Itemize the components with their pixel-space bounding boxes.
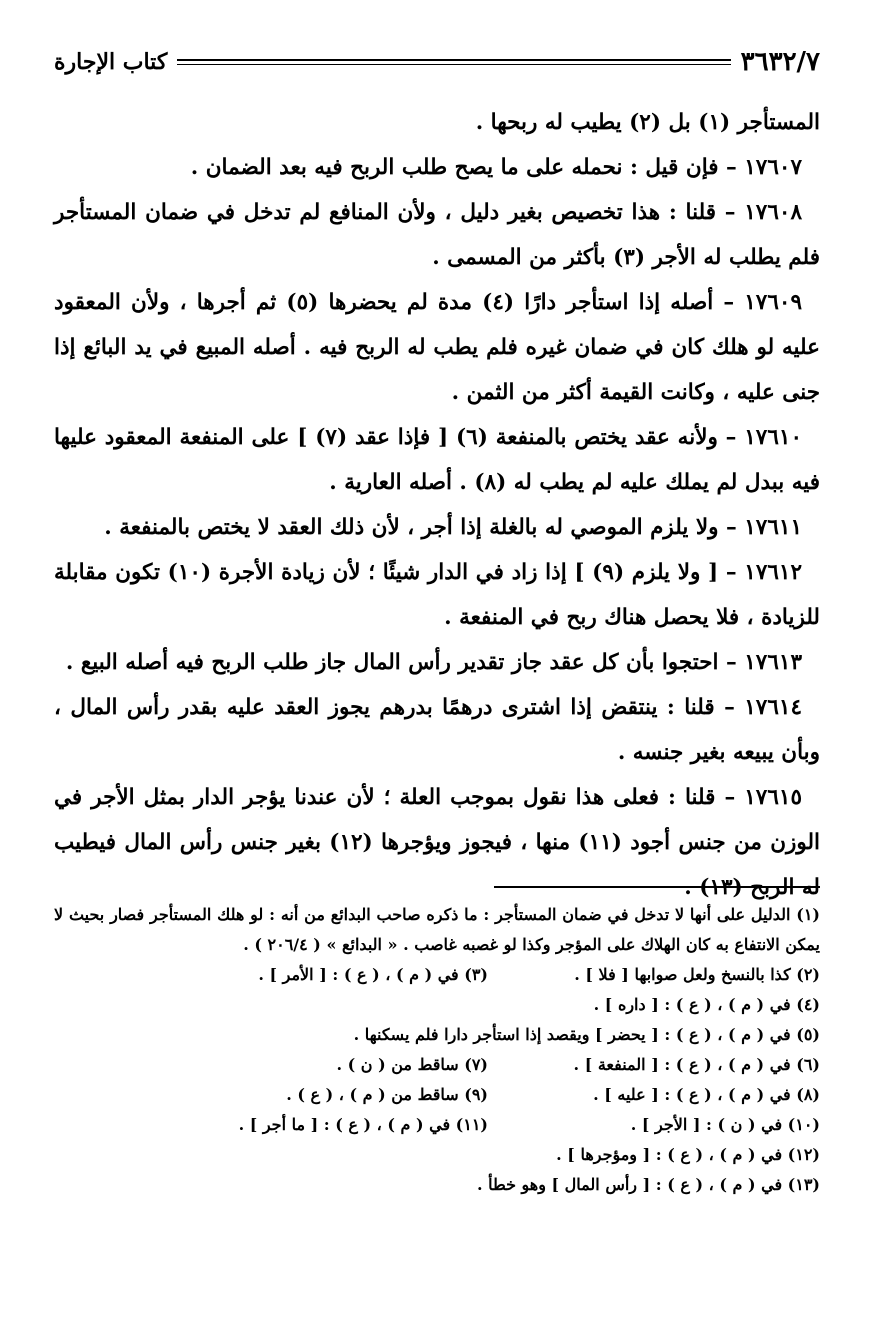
footnote: (٦) في ( م ) ، ( ع ) : [ المنفعة ] . xyxy=(573,1055,820,1074)
paragraph: ١٧٦١٤ – قلنا : ينتقض إذا اشترى درهمًا بدرهم يجوز العقد عليه بقدر رأس المال ، وبأن يبيعه بغير جنسه . xyxy=(54,695,820,765)
footnote: (٩) ساقط من ( م ) ، ( ع ) . xyxy=(286,1085,488,1104)
paragraph: المستأجر (١) بل (٢) يطيب له ربحها . xyxy=(475,110,820,135)
paragraph: ١٧٦٠٧ – فإن قيل : نحمله على ما يصح طلب الربح فيه بعد الضمان . xyxy=(190,155,802,180)
footnote: (٣) في ( م ) ، ( ع ) : [ الأمر ] . xyxy=(258,965,488,984)
footnote: (١٣) في ( م ) ، ( ع ) : [ رأس المال ] وهو خطأ . xyxy=(476,1175,820,1194)
footnote-row xyxy=(54,1080,820,1110)
footnote: (٤) في ( م ) ، ( ع ) : [ داره ] . xyxy=(593,995,820,1014)
footnote: (١١) في ( م ) ، ( ع ) : [ ما أجر ] . xyxy=(238,1115,488,1134)
main-text xyxy=(54,100,820,910)
footnote: (١٠) في ( ن ) : [ الأجر ] . xyxy=(630,1115,820,1134)
page-header xyxy=(54,42,820,82)
paragraph: ١٧٦١٢ – [ ولا يلزم (٩) ] إذا زاد في الدار شيئًا ؛ لأن زيادة الأجرة (١٠) تكون مقابلة للزيادة ، فلا يحصل هناك ربح في المنفعة . xyxy=(54,560,820,630)
page-number: ٣٦٣٢/٧ xyxy=(740,47,820,77)
book-title: كتاب الإجارة xyxy=(54,49,168,75)
footnote-row xyxy=(54,1110,820,1140)
footnote: (١٢) في ( م ) ، ( ع ) : [ ومؤجرها ] . xyxy=(556,1145,820,1164)
paragraph: ١٧٦١٥ – قلنا : فعلى هذا نقول بموجب العلة ؛ لأن عندنا يؤجر الدار بمثل الأجر في الوزن من جنس أجود (١١) منها ، فيجوز ويؤجرها (١٢) بغير جنس رأس المال فيطيب له الربح (١٣) . xyxy=(54,785,821,900)
paragraph: ١٧٦١٠ – ولأنه عقد يختص بالمنفعة (٦) [ فإذا عقد (٧) ] على المنفعة المعقود عليها فيه ببدل لم يملك عليه لم يطب له (٨) . أصله العارية . xyxy=(54,425,820,495)
footnote-row xyxy=(54,1050,820,1080)
footnote: (٢) كذا بالنسخ ولعل صوابها [ فلا ] . xyxy=(574,965,820,984)
footnote-row xyxy=(54,960,820,990)
header-rule xyxy=(177,59,730,65)
paragraph: ١٧٦٠٩ – أصله إذا استأجر دارًا (٤) مدة لم يحضرها (٥) ثم أجرها ، ولأن المعقود عليه لو هلك كان في ضمان غيره فلم يطب له الربح فيه . أصله المبيع في يد البائع إذا جنى عليه ، وكانت القيمة أكثر من الثمن . xyxy=(54,290,820,405)
paragraph: ١٧٦١٣ – احتجوا بأن كل عقد جاز تقدير رأس المال جاز طلب الربح فيه أصله البيع . xyxy=(65,650,802,675)
footnotes xyxy=(54,900,820,1200)
footnote: (٧) ساقط من ( ن ) . xyxy=(336,1055,488,1074)
footnote-divider xyxy=(494,886,820,888)
footnote: (٥) في ( م ) ، ( ع ) : [ يحضر ] ويقصد إذا استأجر دارا فلم يسكنها . xyxy=(353,1025,820,1044)
paragraph: ١٧٦١١ – ولا يلزم الموصي له بالغلة إذا أجر ، لأن ذلك العقد لا يختص بالمنفعة . xyxy=(104,515,802,540)
footnote: (١) الدليل على أنها لا تدخل في ضمان المستأجر : ما ذكره صاحب البدائع من أنه : لو هلك المستأجر فصار بحيث لا يمكن الانتفاع به كان الهلاك على المؤجر وكذا لو غصبه غاصب . « البدائع » ( ٢٠٦/٤ ) . xyxy=(54,905,820,954)
footnote: (٨) في ( م ) ، ( ع ) : [ عليه ] . xyxy=(593,1085,820,1104)
paragraph: ١٧٦٠٨ – قلنا : هذا تخصيص بغير دليل ، ولأن المنافع لم تدخل في ضمان المستأجر فلم يطلب له الأجر (٣) بأكثر من المسمى . xyxy=(54,200,820,270)
